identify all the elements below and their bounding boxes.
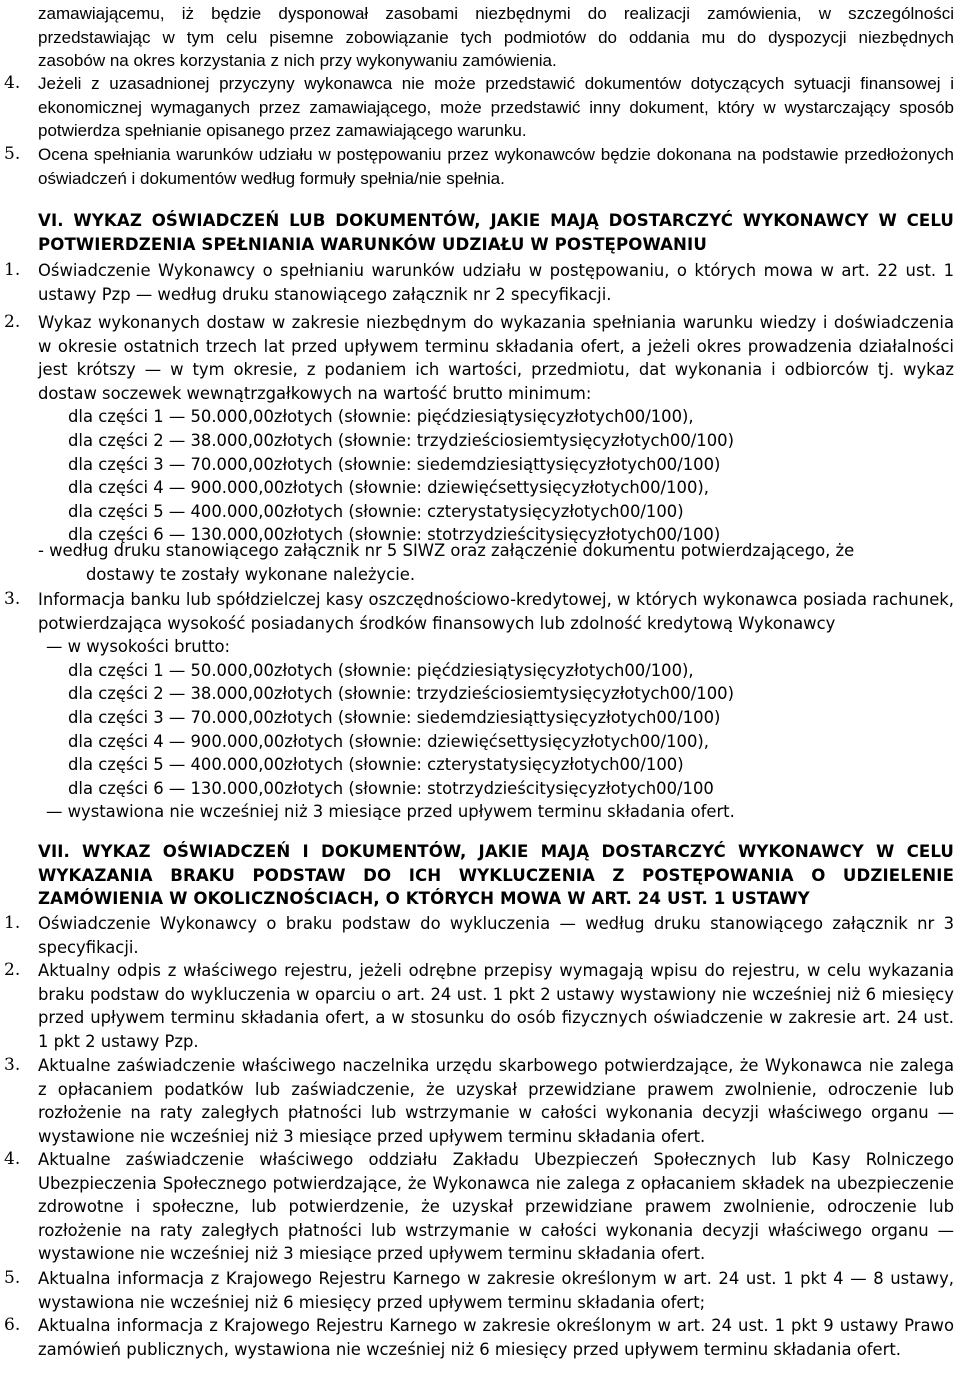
section-vii-item-5 bbox=[4, 1267, 954, 1314]
section-heading-vii: VII. WYKAZ OŚWIADCZEŃ I DOKUMENTÓW, JAKIE MAJĄ DOSTARCZYĆ WYKONAWCY W CELU WYKAZANIA BRAKU PODSTAW DO ICH WYKLUCZENIA Z POSTĘPOWANIA O UDZIELENIE ZAMÓWIENIA W OKOLICZNOŚCIACH, O KTÓRYCH MOWA W ART. 24 UST. 1 USTAWY bbox=[38, 842, 954, 909]
item-text: Aktualna informacja z Krajowego Rejestru Karnego w zakresie określonym w art. 24 ust. 1 pkt 4 — 8 ustawy, wystawiona nie wcześniej niż 6 miesięcy przed upływem terminu składania ofert; bbox=[38, 1269, 954, 1312]
list-item: dla części 5 — 400.000,00złotych (słownie: czterystatysięcyzłotych00/100) bbox=[68, 501, 684, 521]
item-number: 6. bbox=[4, 1315, 21, 1335]
list-item: dla części 1 — 50.000,00złotych (słownie: pięćdziesiątysięcyzłotych00/100), bbox=[68, 660, 694, 680]
item-number: 1. bbox=[4, 913, 21, 933]
item-number: 3. bbox=[4, 589, 21, 609]
section-vi-item-3: 3. Informacja banku lub spółdzielczej kasy oszczędnościowo-kredytowej, w których wykonawca posiada rachunek, potwierdzająca wysokość posiadanych środków finansowych lub zdolność kredytową Wykonawcy — w wysokości brutto: dla części 1 — 50.000,00złotych (słownie: pięćdziesiątysięcyzłotych00/100), dla części 2 — 38.000,00złotych (słownie: trzydzieściosiemtysięcyzłotych00/100) dla części 3 — 70.000,00złotych (słownie: siedemdziesiąttysięcyzłotych00/100) dla części 4 — 900.000,00złotych (słownie: dziewięćsettysięcyzłotych00/100), dla części 5 — 400.000,00złotych (słownie: czterystatysięcyzłotych00/100) dla części 6 — 130.000,00złotych (słownie: stotrzydzieścitysięcyzłotych00/100 — wystawiona nie wcześniej niż 3 miesiące przed upływem terminu składania ofert. bbox=[4, 589, 954, 822]
section-vi-item-1 bbox=[4, 259, 954, 306]
item-number: 4. bbox=[4, 1149, 21, 1169]
section-vii-item-1 bbox=[4, 912, 954, 959]
item-number: 2. bbox=[4, 960, 21, 980]
section-vii-item-3 bbox=[4, 1054, 954, 1148]
list-item: dla części 2 — 38.000,00złotych (słownie: trzydzieściosiemtysięcyzłotych00/100) bbox=[68, 684, 734, 704]
list-item: dla części 6 — 130.000,00złotych (słownie: stotrzydzieścitysięcyzłotych00/100 bbox=[68, 778, 714, 798]
section-vi-item-2 bbox=[4, 311, 954, 547]
list-item: dla części 3 — 70.000,00złotych (słownie: siedemdziesiąttysięcyzłotych00/100) bbox=[68, 707, 721, 727]
parts-list bbox=[38, 659, 954, 801]
item-text: Aktualna informacja z Krajowego Rejestru Karnego w zakresie określonym w art. 24 ust. 1 pkt 9 ustawy Prawo zamówień publicznych, wystawiona nie wcześniej niż 6 miesięcy przed upływem terminu składania ofert. bbox=[38, 1316, 954, 1359]
requirement-item-5 bbox=[4, 143, 954, 190]
item-number: 3. bbox=[4, 1055, 21, 1075]
item-text: Aktualny odpis z właściwego rejestru, jeżeli odrębne przepisy wymagają wpisu do rejestru, w celu wykazania braku podstaw do wykluczenia w oparciu o art. 24 ust. 1 pkt 2 ustawy wystawiony nie wcześniej niż 6 miesięcy przed upływem terminu składania ofert, a w stosunku do osób fizycznych oświadczenie w zakresie art. 24 ust. 1 pkt 2 ustawy Pzp. bbox=[38, 961, 954, 1051]
list-item: dla części 3 — 70.000,00złotych (słownie: siedemdziesiąttysięcyzłotych00/100) bbox=[68, 454, 721, 474]
item-text: Aktualne zaświadczenie właściwego naczelnika urzędu skarbowego potwierdzające, że Wykonawca nie zalega z opłacaniem podatków lub zaświadczenie, że uzyskał przewidziane prawem zwolnienie, odroczenie lub rozłożenie na raty zaległych płatności lub wstrzymanie w całości wykonania decyzji właściwego organu — wystawione nie wcześniej niż 3 miesiące przed upływem terminu składania ofert. bbox=[38, 1056, 954, 1146]
item-number: 5. bbox=[4, 1268, 21, 1288]
section-heading-vi: VI. WYKAZ OŚWIADCZEŃ LUB DOKUMENTÓW, JAKIE MAJĄ DOSTARCZYĆ WYKONAWCY W CELU POTWIERDZENIA SPEŁNIANIA WARUNKÓW UDZIAŁU W POSTĘPOWANIU bbox=[38, 211, 954, 254]
list-item: dla części 1 — 50.000,00złotych (słownie: pięćdziesiątysięcyzłotych00/100), bbox=[68, 407, 694, 427]
item-text: Wykaz wykonanych dostaw w zakresie niezbędnym do wykazania spełniania warunku wiedzy i doświadczenia w okresie ostatnich trzech lat przed upływem terminu składania ofert, a jeżeli okres prowadzenia działalności jest krótszy — w tym okresie, z podaniem ich wartości, przedmiotu, dat wykonania i odbiorców tj. wykaz dostaw soczewek wewnątrzgałkowych na wartość brutto minimum: bbox=[38, 313, 954, 403]
list-item: dla części 2 — 38.000,00złotych (słownie: trzydzieściosiemtysięcyzłotych00/100) bbox=[68, 430, 734, 450]
section-vii-item-2 bbox=[4, 959, 954, 1053]
parts-list bbox=[38, 405, 954, 547]
item-number: 1. bbox=[4, 260, 21, 280]
section-vii-item-4 bbox=[4, 1148, 954, 1266]
item-number: 4. bbox=[4, 73, 21, 93]
item-text: Oświadczenie Wykonawcy o spełnianiu warunków udziału w postępowaniu, o których mowa w art. 22 ust. 1 ustawy Pzp — według druku stanowiącego załącznik nr 2 specyfikacji. bbox=[38, 261, 954, 304]
item-number: 2. bbox=[4, 312, 21, 332]
item-text: Aktualne zaświadczenie właściwego oddziału Zakładu Ubezpieczeń Społecznych lub Kasy Rolniczego Ubezpieczenia Społecznego potwierdzające, że Wykonawca nie zalega z opłacaniem składek na ubezpieczenie zdrowotne i społeczne, lub potwierdzenie, że uzyskał przewidziane prawem zwolnienie, odroczenie lub rozłożenie na raty zaległych płatności lub wstrzymanie w całości wykonania decyzji właściwego organu — wystawione nie wcześniej niż 3 miesiące przed upływem terminu składania ofert. bbox=[38, 1150, 954, 1264]
list-item: dla części 4 — 900.000,00złotych (słownie: dziewięćsettysięcyzłotych00/100), bbox=[68, 478, 709, 498]
item-text: Ocena spełniania warunków udziału w postępowaniu przez wykonawców będzie dokonana na podstawie przedłożonych oświadczeń i dokumentów według formuły spełnia/nie spełnia. bbox=[38, 145, 954, 188]
list-item: dla części 5 — 400.000,00złotych (słownie: czterystatysięcyzłotych00/100) bbox=[68, 755, 684, 775]
requirement-item-4 bbox=[4, 72, 954, 143]
item-text: Jeżeli z uzasadnionej przyczyny wykonawca nie może przedstawić dokumentów dotyczących sytuacji finansowej i ekonomicznej wymaganych przez zamawiającego, może przedstawić inny dokument, który w wystarczający sposób potwierdza spełnianie opisanego przez zamawiającego warunku. bbox=[38, 74, 954, 141]
item-number: 5. bbox=[4, 144, 21, 164]
item-text: Informacja banku lub spółdzielczej kasy oszczędnościowo-kredytowej, w których wykonawca posiada rachunek, potwierdzająca wysokość posiadanych środków finansowych lub zdolność kredytową Wykonawcy bbox=[38, 590, 954, 633]
section-vi-item-2-tail: - według druku stanowiącego załącznik nr 5 SIWZ oraz załączenie dokumentu potwierdzającego, że dostawy te zostały wykonane należycie. bbox=[38, 541, 855, 584]
list-item: dla części 6 — 130.000,00złotych (słownie: stotrzydzieścitysięcyzłotych00/100) bbox=[68, 525, 721, 545]
list-item: dla części 4 — 900.000,00złotych (słownie: dziewięćsettysięcyzłotych00/100), bbox=[68, 731, 709, 751]
item-text: Oświadczenie Wykonawcy o braku podstaw do wykluczenia — według druku stanowiącego załącznik nr 3 specyfikacji. bbox=[38, 914, 954, 957]
section-vii-item-6 bbox=[4, 1314, 954, 1361]
intro-paragraph: zamawiającemu, iż będzie dysponował zasobami niezbędnymi do realizacji zamówienia, w szczególności przedstawiając w tym celu pisemne zobowiązanie tych podmiotów do oddania mu do dyspozycji niezbędnych zasobów na okres korzystania z nich przy wykonywaniu zamówienia. bbox=[38, 4, 954, 71]
